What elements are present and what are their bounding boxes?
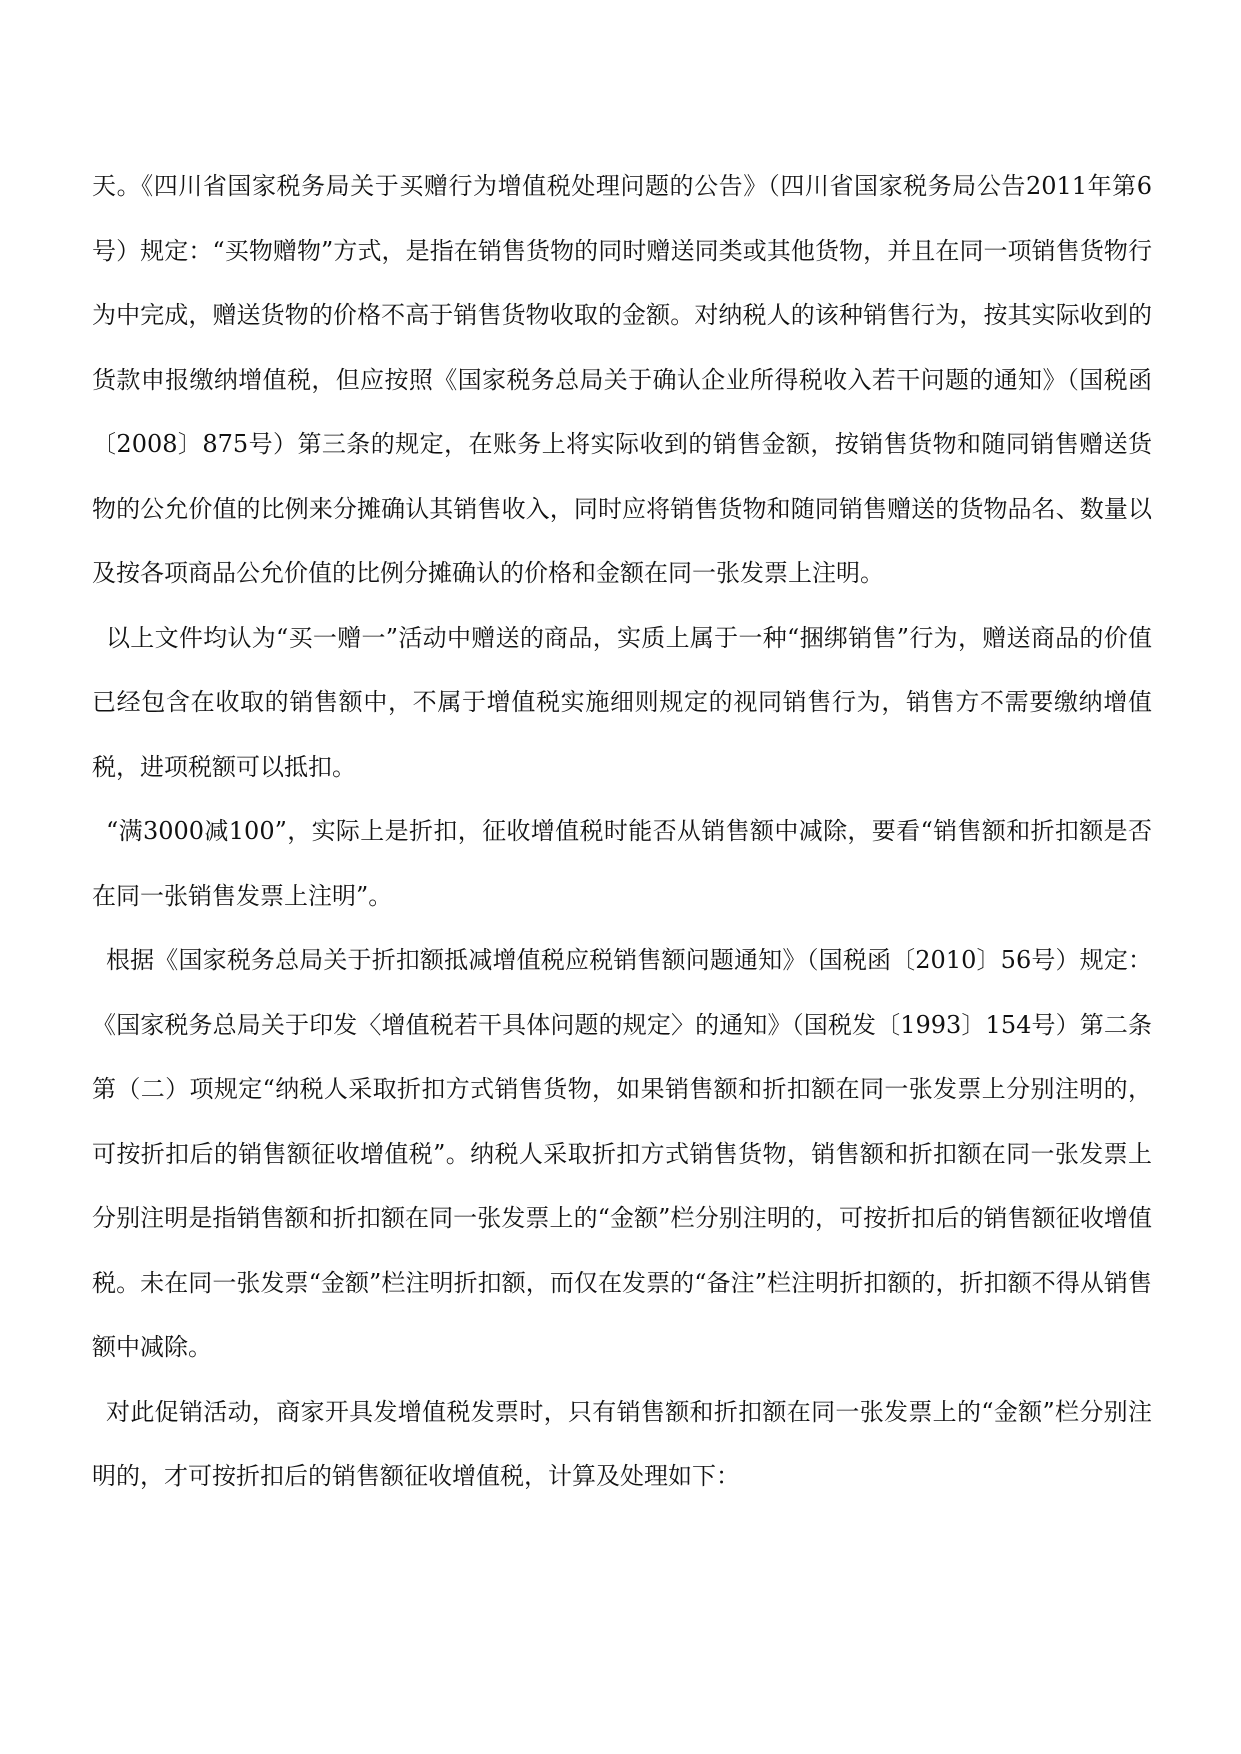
paragraph-conclusion: 对此促销活动，商家开具发增值税发票时，只有销售额和折扣额在同一张发票上的“金额”栏分别注明的，才可按折扣后的销售额征收增值税，计算及处理如下： (92, 1397, 1152, 1490)
document-body (92, 154, 1152, 1509)
paragraph-discount-question: “满3000减100”，实际上是折扣，征收增值税时能否从销售额中减除，要看“销售额和折扣额是否在同一张销售发票上注明”。 (92, 817, 1152, 910)
paragraph-bundled-sale: 以上文件均认为“买一赠一”活动中赠送的商品，实质上属于一种“捆绑销售”行为，赠送商品的价值已经包含在收取的销售额中，不属于增值税实施细则规定的视同销售行为，销售方不需要缴纳增值税，进项税额可以抵扣。 (92, 623, 1152, 781)
paragraph-continuation: 天。《四川省国家税务局关于买赠行为增值税处理问题的公告》（四川省国家税务局公告2011年第6号）规定：“买物赠物”方式，是指在销售货物的同时赠送同类或其他货物，并且在同一项销售货物行为中完成，赠送货物的价格不高于销售货物收取的金额。对纳税人的该种销售行为，按其实际收到的货款申报缴纳增值税，但应按照《国家税务总局关于确认企业所得税收入若干问题的通知》（国税函〔2008〕875号）第三条的规定，在账务上将实际收到的销售金额，按销售货物和随同销售赠送货物的公允价值的比例来分摊确认其销售收入，同时应将销售货物和随同销售赠送的货物品名、数量以及按各项商品公允价值的比例分摊确认的价格和金额在同一张发票上注明。 (92, 172, 1152, 587)
paragraph-regulation: 根据《国家税务总局关于折扣额抵减增值税应税销售额问题通知》（国税函〔2010〕56号）规定：《国家税务总局关于印发〈增值税若干具体问题的规定〉的通知》（国税发〔1993〕154号）第二条第（二）项规定“纳税人采取折扣方式销售货物，如果销售额和折扣额在同一张发票上分别注明的，可按折扣后的销售额征收增值税”。纳税人采取折扣方式销售货物，销售额和折扣额在同一张发票上分别注明是指销售额和折扣额在同一张发票上的“金额”栏分别注明的，可按折扣后的销售额征收增值税。未在同一张发票“金额”栏注明折扣额，而仅在发票的“备注”栏注明折扣额的，折扣额不得从销售额中减除。 (92, 946, 1152, 1361)
